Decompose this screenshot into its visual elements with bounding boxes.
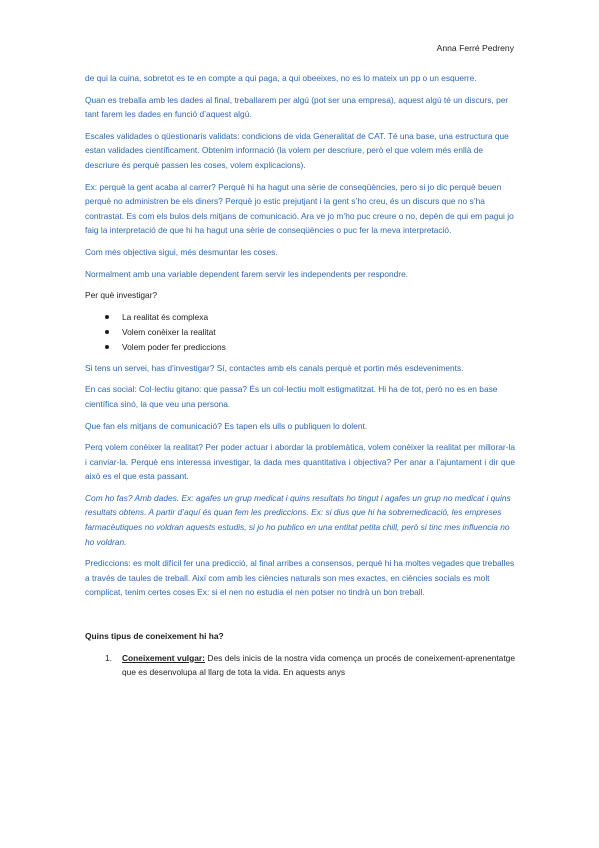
paragraph-service: Si tens un servei, has d’investigar? Sí, contactes amb els canals perquè et portin més esdeveniments. xyxy=(85,362,464,373)
reasons-bullet-list xyxy=(85,310,515,355)
paragraph-media: Que fan els mitjans de comunicació? Es tapen els ulls o publiquen lo dolent. xyxy=(85,420,368,431)
knowledge-types-list xyxy=(85,651,515,680)
list-number: 1. xyxy=(105,652,112,663)
list-item: Volem conèixer la realitat xyxy=(85,325,515,340)
section-spacer xyxy=(85,607,515,629)
paragraph-validated-scales: Escales validades o qüestionaris validats: condicions de vida Generalitat de CAT. Té una base, una estructura que estan validades científicament. Obtenim informació (la volem per descriure, però el que volem més enllà de descriure és perquè passen les coses, volem explicacions). xyxy=(85,130,509,170)
term-label: Coneixement vulgar: xyxy=(122,652,205,663)
term-description: Des dels inicis de la nostra vida comença un procés de coneixement-aprenentatge que es desenvolupa al llarg de tota la vida. En aquests anys xyxy=(122,652,515,678)
document-body xyxy=(85,71,515,680)
paragraph-predictions: Prediccions: es molt difícil fer una predicció, al final arribes a consensos, perquè hi ha moltes vegades que treballes a través de taules de treball. Així com amb les ciències naturals son mes exactes, en ciències socials es molt complicat, tenim certes coses Ex: si el nen no estudia el nen potser no tindrà un bon treball. xyxy=(85,558,515,598)
bullet-icon xyxy=(105,330,109,334)
paragraph-objectivity: Com més objectiva sigui, més desmuntar les coses. xyxy=(85,246,278,257)
paragraph-how-italic: Com ho fas? Amb dades. Ex: agafes un grup medicat i quins resultats ho tingut i agafes un grup no medicat i quins resultats obtens. A partir d’aquí és quan fem les prediccions. Ex: si dius que hi ha sobremedicació, les empreses farmacèutiques no voldran aquests estudis, si jo ho publico en una entitat petita chill, però si tinc mes influencia no ho voldran. xyxy=(85,492,511,547)
paragraph-social-case: En cas social: Col·lectiu gitano: que passa? És un col·lectiu molt estigmatitzat. Hi ha de tot, però no es en base científica sinó, la que veu una persona. xyxy=(85,384,498,409)
list-item xyxy=(85,651,515,680)
paragraph-example-street: Ex: perquè la gent acaba al carrer? Perquè hi ha hagut una sèrie de conseqüències, pero si jo dic perquè beuen perquè no administren be els diners? Perquè jo estic prejutjant i la gent s’ho creu, és un discurs que no s’ha contrastat. Es com els bulos dels mitjans de comunicació. Ara ve jo m’ho puc creure o no, depèn de qui em pagui jo faig la interpretació de que hi ha hagut una sèrie de conseqüències o puc fer la meva interpretació. xyxy=(85,181,514,236)
paragraph-data-work: Quan es treballa amb les dades al final, treballarem per algú (pot ser una empresa), aquest algú té un discurs, per tant farem les dades en funció d’aquest algú. xyxy=(85,94,509,120)
bullet-icon xyxy=(105,345,109,349)
document-author: Anna Ferré Pedreny xyxy=(436,43,514,53)
paragraph-continuation: de qui la cuina, sobretot es te en compte a qui paga, a qui obeeixes, no es lo mateix un pp o un esquerre. xyxy=(85,73,477,83)
paragraph-variables: Normalment amb una variable dependent farem servir les independents per respondre. xyxy=(85,268,409,279)
section-heading-knowledge: Quins tipus de coneixement hi ha? xyxy=(85,631,224,642)
paragraph-know-reality: Perq volem conèixer la realitat? Per poder actuar i abordar la problemàtica, volem conèixer la realitat per millorar-la i canviar-la. Perquè ens interessa investigar, la dada mes quantitativa i objectiva? Per anar a l’ajuntament i dir que això es el que esta passant. xyxy=(85,442,515,482)
list-item: Volem poder fer prediccions xyxy=(85,340,515,355)
list-item: La realitat és complexa xyxy=(85,310,515,325)
bullet-icon xyxy=(105,315,109,319)
paragraph-why-research: Per què investigar? xyxy=(85,290,158,301)
